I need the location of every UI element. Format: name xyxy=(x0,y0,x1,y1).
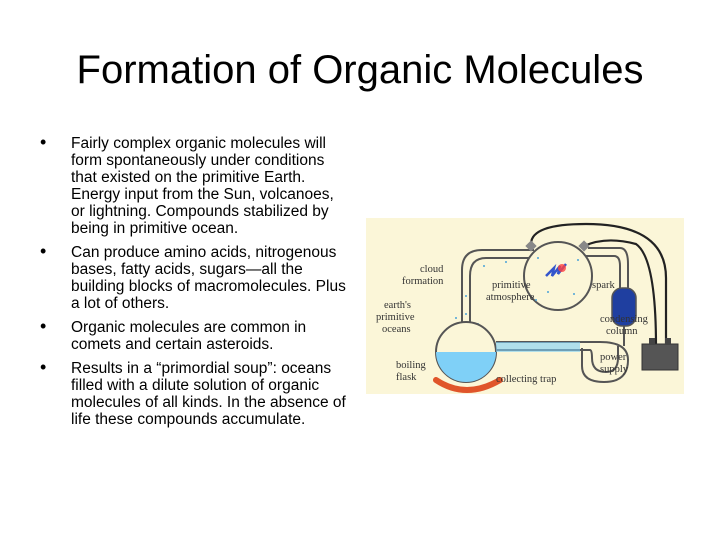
label-power-supply: power xyxy=(600,352,627,363)
svg-text:flask: flask xyxy=(396,372,417,383)
label-collecting-trap: collecting trap xyxy=(496,374,557,385)
label-primitive-atmosphere: primitive xyxy=(492,280,531,291)
power-supply xyxy=(642,344,678,370)
miller-urey-apparatus xyxy=(366,218,684,394)
label-spark: spark xyxy=(592,280,615,291)
label-condensing-column: condensing xyxy=(600,314,648,325)
svg-text:oceans: oceans xyxy=(382,324,411,335)
bullet-list xyxy=(40,135,350,435)
label-boiling-flask: boiling xyxy=(396,360,426,371)
bullet-item: • Organic molecules are common in comets and certain asteroids. xyxy=(40,319,350,353)
svg-text:supply: supply xyxy=(600,364,629,375)
slide-title: Formation of Organic Molecules xyxy=(76,48,644,92)
label-cloud-formation: cloud xyxy=(420,264,444,275)
miller-urey-diagram xyxy=(366,218,684,394)
ocean-water xyxy=(436,352,496,382)
bullet-item: • Fairly complex organic molecules will form spontaneously under conditions that existed on the primitive Earth. Energy input from the Sun, volcanoes, or lightning. Compounds stabilized by being in primitive ocean. xyxy=(40,135,350,237)
label-earths-oceans: earth's xyxy=(384,300,411,311)
svg-text:atmosphere: atmosphere xyxy=(486,292,535,303)
svg-text:column: column xyxy=(606,326,638,337)
svg-text:primitive: primitive xyxy=(376,312,415,323)
bullet-item: • Results in a “primordial soup”: oceans filled with a dilute solution of organic molecules of all kinds. In the absence of life these compounds accumulate. xyxy=(40,360,350,428)
svg-text:formation: formation xyxy=(402,276,444,287)
bullet-item: • Can produce amino acids, nitrogenous bases, fatty acids, sugars—all the building blocks of macromolecules. Plus a lot of others. xyxy=(40,244,350,312)
